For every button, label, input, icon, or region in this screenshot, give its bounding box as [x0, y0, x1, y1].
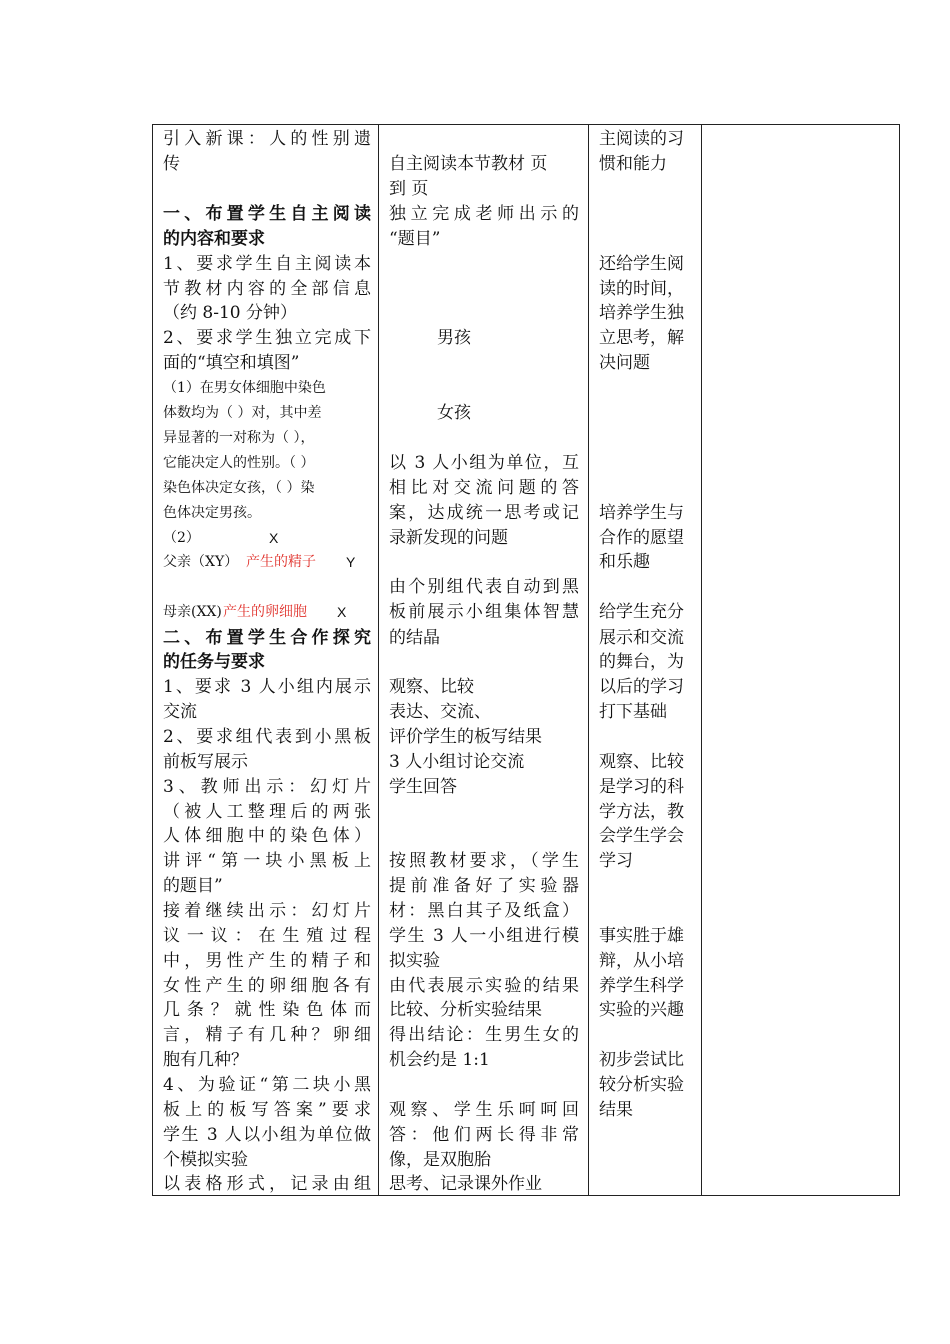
task-line: 的题目” [163, 876, 223, 896]
requirement-line: 1、要求学生自主阅读本 [163, 254, 371, 274]
task-line: 女性产生的卵细胞各有 [163, 976, 371, 996]
section-heading: 的内容和要求 [163, 229, 265, 249]
task-line: 交流 [163, 702, 197, 722]
girl-label: 女孩 [437, 403, 471, 423]
intent-line: 打下基础 [599, 702, 667, 722]
intent-line: 展示和交流 [599, 628, 684, 648]
intent-line: 培养学生独 [599, 303, 684, 323]
student-line: 相比对交流问题的答 [389, 478, 579, 498]
student-line: 比较、分析实验结果 [389, 1000, 542, 1020]
column-divider [378, 125, 379, 1195]
student-line: 学生回答 [389, 777, 457, 797]
student-line: 得出结论：生男生女的 [389, 1025, 579, 1045]
intent-line: 决问题 [599, 353, 650, 373]
task-line: 个模拟实验 [163, 1150, 248, 1170]
chromosome-x-label: X [337, 604, 347, 620]
student-line: 3 人小组讨论交流 [389, 752, 525, 772]
intent-line: 给学生充分 [599, 602, 684, 622]
task-line: 前板写展示 [163, 752, 248, 772]
teacher-activity-column [163, 125, 373, 1195]
student-line: 由个别组代表自动到黑 [389, 577, 579, 597]
intent-line: 主阅读的习 [599, 129, 684, 149]
question-line: （1）在男女体细胞中染色 [163, 380, 326, 396]
task-line: 4、为验证“第二块小黑 [163, 1075, 371, 1095]
requirement-line: 节教材内容的全部信息 [163, 279, 371, 299]
question-line: 色体决定男孩。 [163, 505, 261, 521]
father-sperm-label: 产生的精子 [246, 554, 316, 570]
student-line: 到 页 [389, 179, 429, 199]
task-line: 胞有几种？ [163, 1050, 248, 1070]
student-line: 答：他们两长得非常 [389, 1125, 579, 1145]
task-line: 接着继续出示：幻灯片 [163, 901, 371, 921]
student-line: “题目” [389, 229, 441, 249]
task-line: 几条？就性染色体而 [163, 1000, 371, 1020]
student-line: 按照教材要求，（学生 [389, 851, 579, 871]
intro-line: 传 [163, 154, 180, 174]
task-line: （被人工整理后的两张 [163, 802, 371, 822]
section-heading: 的任务与要求 [163, 652, 265, 672]
student-line: 独立完成老师出示的 [389, 204, 579, 224]
chromosome-y-label: Y [346, 554, 356, 570]
intent-line: 立思考，解 [599, 328, 684, 348]
student-line: 以 3 人小组为单位，互 [389, 453, 579, 473]
diagram-label: （2） [163, 530, 200, 546]
intent-line: 读的时间， [599, 279, 684, 299]
student-line: 录新发现的问题 [389, 528, 508, 548]
requirement-line: 面的“填空和填图” [163, 353, 300, 373]
intent-line: 学方法，教 [599, 802, 684, 822]
requirement-line: 2、要求学生独立完成下 [163, 328, 371, 348]
task-line: 中，男性产生的精子和 [163, 951, 371, 971]
column-divider [588, 125, 589, 1195]
intent-line: 学习 [599, 851, 633, 871]
intent-line: 还给学生阅 [599, 254, 684, 274]
student-activity-column [389, 125, 583, 1195]
intent-line: 惯和能力 [599, 154, 667, 174]
requirement-line: （约 8-10 分钟） [163, 303, 297, 323]
intent-line: 结果 [599, 1100, 633, 1120]
task-line: 3、教师出示：幻灯片 [163, 777, 371, 797]
student-line: 板前展示小组集体智慧 [389, 602, 579, 622]
mother-egg-label: 产生的卵细胞 [223, 604, 307, 620]
student-line: 像，是双胞胎 [389, 1150, 491, 1170]
student-line: 由代表展示实验的结果 [389, 976, 579, 996]
student-line: 自主阅读本节教材 页 [389, 154, 548, 174]
question-line: 异显著的一对称为（ ）， [163, 430, 315, 446]
task-line: 议一议：在生殖过程 [163, 926, 371, 946]
father-label: 父亲（XY） [163, 554, 239, 570]
student-line: 表达、交流、 [389, 702, 491, 722]
student-line: 案，达成统一思考或记 [389, 503, 579, 523]
student-line: 观察、学生乐呵呵回 [389, 1100, 579, 1120]
question-line: 染色体决定女孩，（ ）染 [163, 480, 315, 496]
intent-line: 辩，从小培 [599, 951, 684, 971]
task-line: 讲评“第一块小黑板上 [163, 851, 371, 871]
student-line: 观察、比较 [389, 677, 474, 697]
student-line: 机会约是 1:1 [389, 1050, 490, 1070]
intent-line: 会学生学会 [599, 826, 684, 846]
intent-line: 初步尝试比 [599, 1050, 684, 1070]
section-heading: 二、布置学生合作探究 [163, 628, 371, 648]
lesson-plan-table [152, 124, 900, 1196]
intent-line: 事实胜于雄 [599, 926, 684, 946]
task-line: 以表格形式，记录由组 [163, 1174, 371, 1194]
intent-line: 观察、比较 [599, 752, 684, 772]
intent-line: 是学习的科 [599, 777, 684, 797]
student-line: 的结晶 [389, 628, 440, 648]
boy-label: 男孩 [437, 328, 471, 348]
section-heading: 一、布置学生自主阅读 [163, 204, 371, 224]
intent-line: 培养学生与 [599, 503, 684, 523]
intent-line: 较分析实验 [599, 1075, 684, 1095]
intent-line: 以后的学习 [599, 677, 684, 697]
intent-line: 实验的兴趣 [599, 1000, 684, 1020]
question-line: 体数均为（ ）对，其中差 [163, 405, 322, 421]
task-line: 人体细胞中的染色体） [163, 826, 371, 846]
design-intent-column [599, 125, 699, 1195]
task-line: 学生 3 人以小组为单位做 [163, 1125, 371, 1145]
task-line: 2、要求组代表到小黑板 [163, 727, 371, 747]
task-line: 板上的板写答案”要求 [163, 1100, 371, 1120]
student-line: 拟实验 [389, 951, 440, 971]
intro-line: 引入新课：人的性别遗 [163, 129, 371, 149]
student-line: 思考、记录课外作业 [389, 1174, 542, 1194]
mother-label: 母亲(XX) [163, 604, 222, 620]
intent-line: 养学生科学 [599, 976, 684, 996]
task-line: 1、要求 3 人小组内展示 [163, 677, 371, 697]
notes-column [702, 125, 899, 1195]
student-line: 提前准备好了实验器 [389, 876, 579, 896]
question-line: 它能决定人的性别。（ ） [163, 455, 315, 471]
student-line: 材：黑白其子及纸盒） [389, 901, 579, 921]
intent-line: 的舞台，为 [599, 652, 684, 672]
student-line: 学生 3 人一小组进行模 [389, 926, 579, 946]
student-line: 评价学生的板写结果 [389, 727, 542, 747]
chromosome-x-label: X [269, 530, 279, 546]
task-line: 言，精子有几种？卵细 [163, 1025, 371, 1045]
intent-line: 和乐趣 [599, 552, 650, 572]
intent-line: 合作的愿望 [599, 528, 684, 548]
